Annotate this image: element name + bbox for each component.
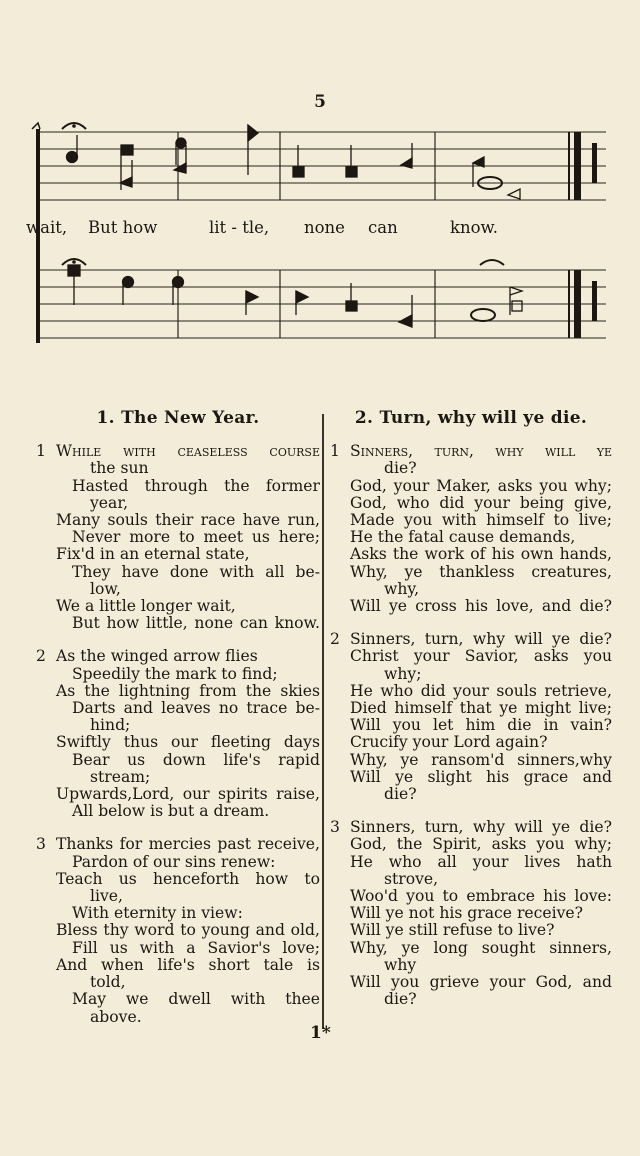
verse-line: Why, ye thankless creatures, [350, 562, 612, 581]
verse-line: Speedily the mark to find; [72, 664, 278, 683]
verse-line: why, [384, 579, 420, 598]
page-number: 5 [314, 92, 326, 112]
hymn-column-2 [330, 410, 612, 1025]
verse-line: Pardon of our sins renew: [72, 852, 276, 871]
verse-line: live, [90, 887, 123, 906]
verse-line: And when life's short tale is [56, 955, 320, 974]
stanza [330, 443, 612, 615]
verse-line: why [384, 955, 417, 974]
verse-line: With eternity in view: [72, 904, 243, 923]
verse-line: He the fatal cause demands, [350, 528, 576, 547]
verse-line: why; [384, 664, 422, 683]
verse-line: Hasted through the former [72, 476, 320, 495]
verse-line: Upwards,Lord, our spirits raise, [56, 785, 320, 804]
stanza [36, 648, 320, 820]
verse-line: die? [384, 459, 417, 478]
verse-line: hind; [90, 716, 131, 735]
stanza-number: 3 [330, 818, 340, 837]
verse-line: Thanks for mercies past receive, [56, 835, 320, 854]
verse-line: year, [90, 493, 129, 512]
verse-line: He who all your lives hath [350, 852, 612, 871]
verse-line: above. [90, 1007, 142, 1026]
verse-line: Woo'd you to embrace his love: [350, 887, 612, 906]
verse-line: die? [384, 785, 417, 804]
verse-line: Why, ye long sought sinners, [350, 938, 612, 957]
lyric-syllable: can [368, 218, 398, 237]
stanza [330, 631, 612, 803]
hymn-column-1 [36, 410, 320, 1042]
verse-line: Crucify your Lord again? [350, 733, 548, 752]
verse-line: the sun [90, 459, 149, 478]
verse-line: low, [90, 579, 121, 598]
lyric-syllable: none [304, 218, 345, 237]
verse-line: Will you grieve your God, and [350, 973, 612, 992]
stanza [36, 443, 320, 632]
verse-line: stream; [90, 767, 151, 786]
verse-line: Died himself that ye might live; [350, 699, 612, 718]
verse-line: Christ your Savior, asks you [350, 647, 612, 666]
stanza-number: 3 [36, 835, 46, 854]
verse-line: Will ye slight his grace and [350, 767, 612, 786]
verse-line: Will ye cross his love, and die? [350, 597, 612, 616]
signature-mark: 1* [310, 1023, 331, 1043]
verse-line: As the winged arrow flies [56, 647, 258, 666]
verse-line: While with ceaseless course [56, 442, 320, 461]
verse-line: God, your Maker, asks you why; [350, 476, 612, 495]
stanza-number: 1 [36, 442, 46, 461]
verse-line: But how little, none can know. [72, 614, 320, 633]
lyric-syllable: know. [450, 218, 498, 237]
stanza-number: 2 [330, 630, 340, 649]
verse-line: Darts and leaves no trace be- [72, 699, 320, 718]
verse-line: May we dwell with thee [72, 990, 320, 1009]
tune-lyric-line [26, 218, 566, 240]
stanza-number: 1 [330, 442, 340, 461]
verse-line: Will ye not his grace receive? [350, 904, 583, 923]
verse-line: Bear us down life's rapid [72, 750, 320, 769]
stanza-number: 2 [36, 647, 46, 666]
stanza [330, 819, 612, 1008]
verse-line: die? [384, 990, 417, 1009]
verse-line: Made you with himself to live; [350, 511, 612, 530]
verse-line: They have done with all be- [72, 562, 320, 581]
column-divider [322, 414, 324, 1029]
verse-line: Never more to meet us here; [72, 528, 320, 547]
verse-line: Sinners, turn, why will ye die? [350, 818, 612, 837]
verse-line: strove, [384, 869, 439, 888]
verse-line: We a little longer wait, [56, 597, 236, 616]
verse-line: God, who did your being give, [350, 493, 612, 512]
verse-line: God, the Spirit, asks you why; [350, 835, 612, 854]
verse-line: Why, ye ransom'd sinners,why [350, 750, 612, 769]
upper-staff [40, 132, 606, 200]
verse-line: Fix'd in an eternal state, [56, 545, 250, 564]
hymn-title: 2. Turn, why will ye die. [354, 408, 588, 428]
verse-line: Will you let him die in vain? [350, 716, 612, 735]
verse-line: told, [90, 973, 126, 992]
verse-line: Sinners, turn, why will ye [350, 442, 612, 461]
verse-line: Will ye still refuse to live? [350, 921, 555, 940]
verse-line: Teach us henceforth how to [56, 869, 320, 888]
lyric-syllable: wait, [26, 218, 68, 237]
music-staves [28, 115, 618, 350]
verse-line: As the lightning from the skies [56, 681, 320, 700]
stanza [36, 836, 320, 1025]
verse-line: Asks the work of his own hands, [350, 545, 612, 564]
hymn-title: 1. The New Year. [96, 408, 260, 428]
verse-line: Fill us with a Savior's love; [72, 938, 320, 957]
verse-line: All below is but a dream. [72, 802, 270, 821]
verse-line: Sinners, turn, why will ye die? [350, 630, 612, 649]
verse-line: Swiftly thus our fleeting days [56, 733, 320, 752]
verse-line: Bless thy word to young and old, [56, 921, 320, 940]
verse-line: Many souls their race have run, [56, 511, 320, 530]
lyric-syllable: lit - tle, [209, 218, 270, 237]
lyric-syllable: But how [88, 218, 158, 237]
verse-line: He who did your souls retrieve, [350, 681, 612, 700]
